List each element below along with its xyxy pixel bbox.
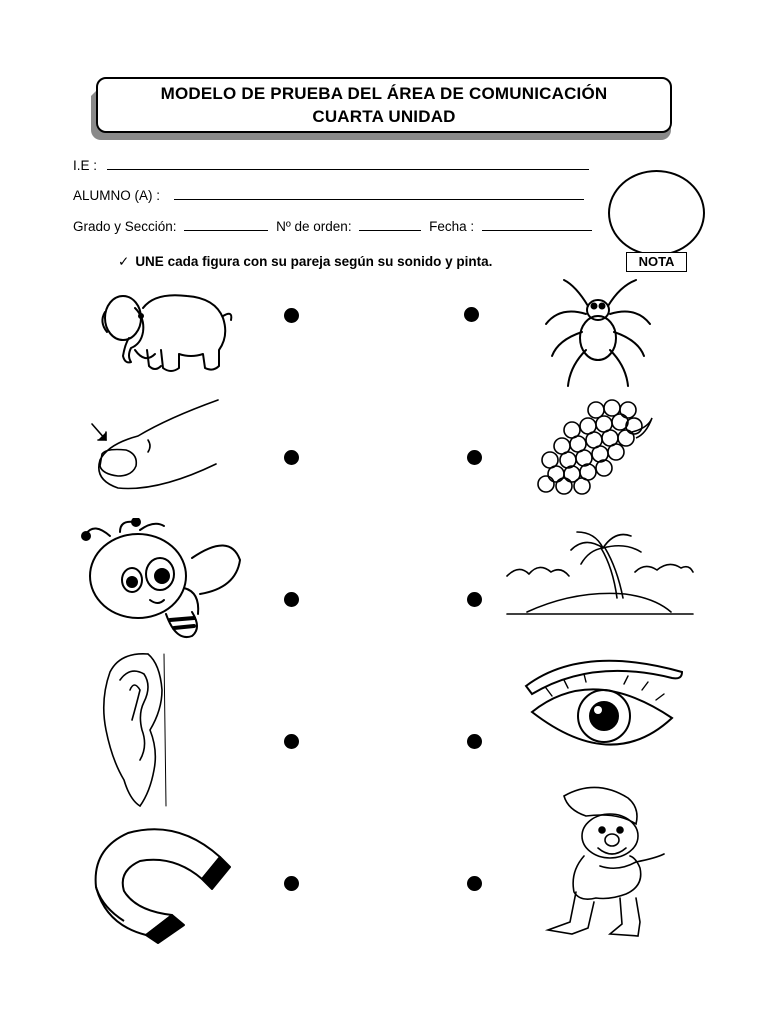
- title-line-1: MODELO DE PRUEBA DEL ÁREA DE COMUNICACIÓN: [160, 84, 608, 103]
- finger-icon: [88, 396, 223, 496]
- orden-line[interactable]: [359, 219, 421, 231]
- ie-label: I.E :: [73, 158, 98, 173]
- fecha-line[interactable]: [482, 219, 592, 231]
- bee-icon: [80, 518, 245, 643]
- page-title: [96, 77, 672, 133]
- island-icon: [505, 528, 695, 620]
- instruction-bold: UNE: [135, 254, 164, 269]
- fecha-label: Fecha :: [429, 219, 475, 234]
- left-dot-1[interactable]: [284, 308, 299, 323]
- alumno-line[interactable]: [174, 188, 584, 200]
- alumno-field: [73, 188, 584, 203]
- grado-line[interactable]: [184, 219, 268, 231]
- instruction: [118, 254, 492, 270]
- eye-icon: [522, 650, 687, 760]
- dwarf-icon: [540, 782, 670, 942]
- title-line-2: CUARTA UNIDAD: [312, 107, 456, 126]
- grado-field: [73, 219, 592, 234]
- alumno-label: ALUMNO (A) :: [73, 188, 161, 203]
- right-dot-1[interactable]: [464, 307, 479, 322]
- right-dot-3[interactable]: [467, 592, 482, 607]
- ie-line[interactable]: [107, 158, 589, 170]
- right-dot-4[interactable]: [467, 734, 482, 749]
- checkmark-icon: ✓: [118, 254, 130, 269]
- nota-label: NOTA: [626, 252, 687, 272]
- elephant-icon: [95, 288, 235, 374]
- right-dot-2[interactable]: [467, 450, 482, 465]
- left-dot-4[interactable]: [284, 734, 299, 749]
- grapes-icon: [528, 398, 658, 498]
- spider-icon: [540, 276, 655, 391]
- ie-field: [73, 158, 589, 173]
- ear-icon: [100, 650, 170, 810]
- left-dot-5[interactable]: [284, 876, 299, 891]
- magnet-icon: [88, 815, 238, 945]
- right-dot-5[interactable]: [467, 876, 482, 891]
- instruction-text: cada figura con su pareja según su sonido y pinta.: [167, 254, 493, 269]
- orden-label: Nº de orden:: [276, 219, 352, 234]
- grado-label: Grado y Sección:: [73, 219, 177, 234]
- grade-circle[interactable]: [608, 170, 705, 256]
- left-dot-2[interactable]: [284, 450, 299, 465]
- left-dot-3[interactable]: [284, 592, 299, 607]
